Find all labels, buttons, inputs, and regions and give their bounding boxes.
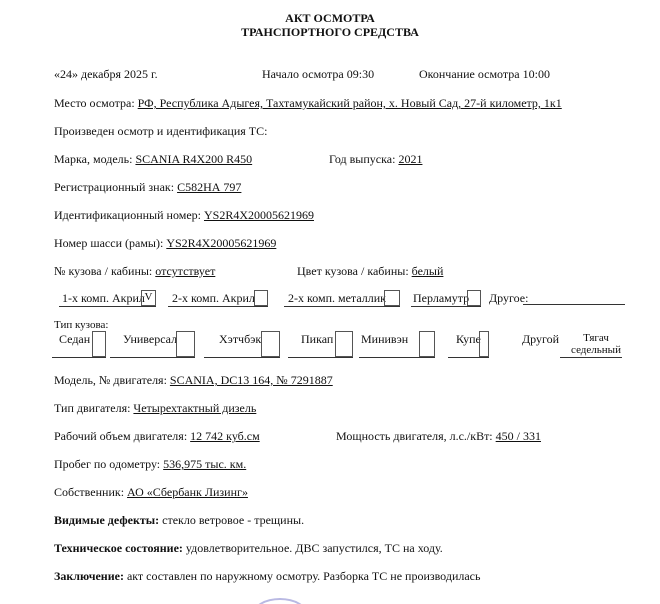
conclusion-value: акт составлен по наружному осмотру. Разборка ТС не производилась <box>123 569 481 583</box>
divider <box>284 306 400 307</box>
end-time: Окончание осмотра 10:00 <box>419 67 550 81</box>
power-label: Мощность двигателя, л.с./кВт: <box>336 429 496 443</box>
body-type-option: Купе <box>456 332 481 346</box>
defects-field <box>54 513 304 527</box>
chassis-value: YS2R4X20005621969 <box>166 236 277 250</box>
body-value: отсутствует <box>155 264 216 278</box>
identification-text: Произведен осмотр и идентификация ТС: <box>54 124 268 138</box>
conclusion-field <box>54 569 480 583</box>
place-value: РФ, Республика Адыгея, Тахтамукайский район, х. Новый Сад, 27-й километр, 1к1 <box>137 96 562 110</box>
color-field <box>297 264 443 278</box>
mileage-label: Пробег по одометру: <box>54 457 164 471</box>
power-field <box>336 429 541 443</box>
color-value: белый <box>411 264 444 278</box>
vin-field <box>54 208 314 222</box>
body-type-checkbox[interactable] <box>335 331 353 357</box>
paint-checkbox[interactable] <box>384 290 400 306</box>
owner-field <box>54 485 248 499</box>
chassis-field <box>54 236 276 250</box>
model-field <box>54 152 252 166</box>
body-type-label: Тип кузова: <box>54 319 109 331</box>
place-label: Место осмотра: <box>54 96 138 110</box>
vin-label: Идентификационный номер: <box>54 208 204 222</box>
reg-label: Регистрационный знак: <box>54 180 178 194</box>
mileage-field <box>54 457 246 471</box>
doc-title-line1: АКТ ОСМОТРА <box>285 11 375 25</box>
body-type-checkbox[interactable] <box>261 331 280 357</box>
engine-value: SCANIA, DC13 164, № 7291887 <box>169 373 333 387</box>
divider <box>560 357 622 358</box>
engine-type-value: Четырехтактный дизель <box>133 401 257 415</box>
divider <box>52 357 106 358</box>
engine-label: Модель, № двигателя: <box>54 373 170 387</box>
divider <box>448 357 489 358</box>
paint-checkbox[interactable] <box>254 290 268 306</box>
engine-type-label: Тип двигателя: <box>54 401 134 415</box>
chassis-label: Номер шасси (рамы): <box>54 236 167 250</box>
body-type-selected-line1: Тягач <box>583 332 609 344</box>
defects-value: стекло ветровое - трещины. <box>159 513 305 527</box>
reg-value: С582НА 797 <box>177 180 242 194</box>
divider <box>168 306 268 307</box>
condition-field <box>54 541 443 555</box>
model-label: Марка, модель: <box>54 152 136 166</box>
year-value: 2021 <box>398 152 423 166</box>
condition-value: удовлетворительное. ДВС запустился, ТС на ходу. <box>182 541 443 555</box>
act-date: «24» декабря 2025 г. <box>54 67 158 81</box>
body-type-selected <box>560 332 632 356</box>
year-field <box>329 152 422 166</box>
paint-other-line[interactable] <box>523 304 625 305</box>
start-time: Начало осмотра 09:30 <box>262 67 375 81</box>
body-type-checkbox[interactable] <box>479 331 489 357</box>
paint-label: 2-х комп. металлик <box>288 291 386 305</box>
body-type-checkbox[interactable] <box>419 331 435 357</box>
divider <box>411 306 481 307</box>
divider <box>359 357 435 358</box>
owner-label: Собственник: <box>54 485 128 499</box>
volume-label: Рабочий объем двигателя: <box>54 429 191 443</box>
divider <box>59 306 156 307</box>
divider <box>288 357 353 358</box>
body-type-other: Другой <box>522 332 560 346</box>
model-value: SCANIA R4X200 R450 <box>135 152 253 166</box>
place-field <box>54 96 562 110</box>
mileage-value: 536,975 тыс. км. <box>163 457 247 471</box>
body-type-option: Пикап <box>301 332 334 346</box>
paint-checkbox[interactable] <box>467 290 481 306</box>
volume-value: 12 742 куб.см <box>190 429 260 443</box>
divider <box>110 357 195 358</box>
body-type-option: Хэтчбэк <box>219 332 262 346</box>
body-type-option: Универсал <box>123 332 178 346</box>
body-label: № кузова / кабины: <box>54 264 156 278</box>
body-type-option: Седан <box>59 332 91 346</box>
reg-field <box>54 180 241 194</box>
vin-value: YS2R4X20005621969 <box>203 208 314 222</box>
body-type-option: Минивэн <box>361 332 409 346</box>
volume-field <box>54 429 260 443</box>
divider <box>204 357 280 358</box>
defects-label: Видимые дефекты: <box>54 513 160 527</box>
owner-value: АО «Сбербанк Лизинг» <box>127 485 248 499</box>
doc-title-line2: ТРАНСПОРТНОГО СРЕДСТВА <box>241 25 419 39</box>
conclusion-label: Заключение: <box>54 569 124 583</box>
engine-type-field <box>54 401 256 415</box>
paint-label: Перламутр <box>413 291 470 305</box>
paint-other-label: Другое: <box>489 291 529 305</box>
power-value: 450 / 331 <box>495 429 541 443</box>
body-field <box>54 264 215 278</box>
paint-label: 2-х комп. Акрил <box>172 291 255 305</box>
year-label: Год выпуска: <box>329 152 399 166</box>
body-type-checkbox[interactable] <box>92 331 106 357</box>
color-label: Цвет кузова / кабины: <box>297 264 412 278</box>
body-type-selected-line2: седельный <box>571 344 621 356</box>
condition-label: Техническое состояние: <box>54 541 183 555</box>
body-type-checkbox[interactable] <box>176 331 195 357</box>
paint-label: 1-х комп. Акрил <box>62 291 145 305</box>
engine-field <box>54 373 333 387</box>
stamp-image <box>252 598 308 604</box>
paint-checkbox[interactable]: V <box>141 290 156 306</box>
